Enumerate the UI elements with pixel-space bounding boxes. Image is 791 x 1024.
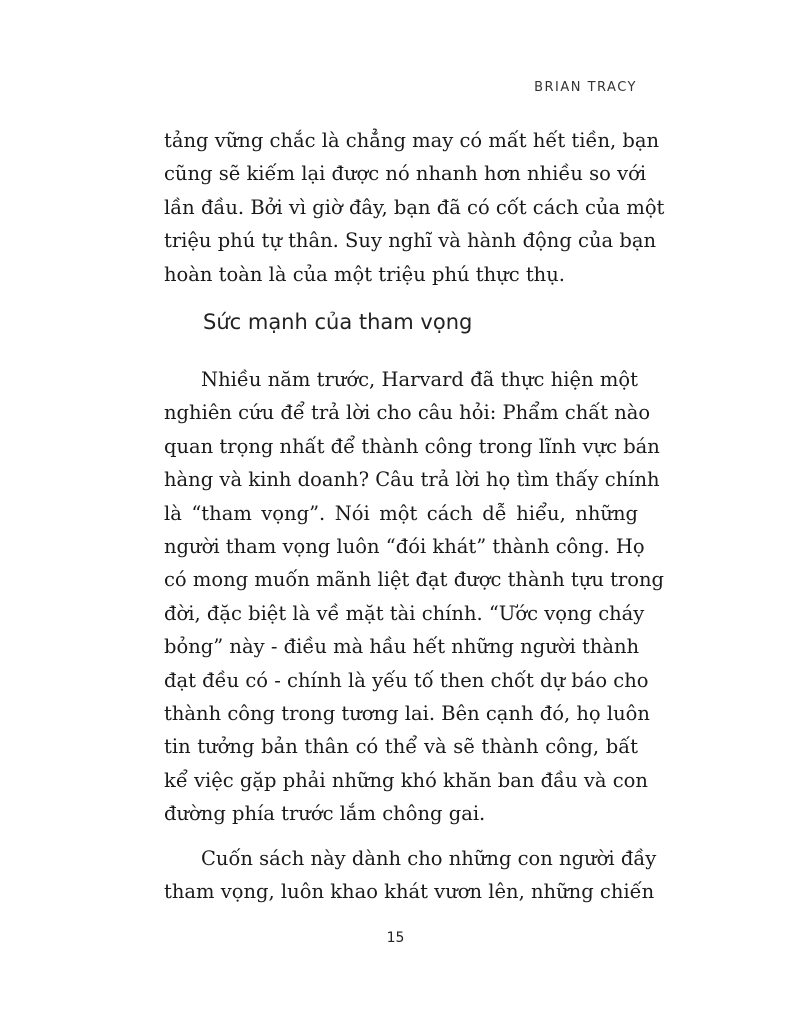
paragraph-ambition [164, 363, 665, 830]
text-line: đời, đặc biệt là về mặt tài chính. “Ước vọng cháy [164, 601, 645, 625]
text-line: lần đầu. Bởi vì giờ đây, bạn đã có cốt cách của một [164, 195, 665, 219]
text-line: tảng vững chắc là chẳng may có mất hết tiền, bạn [164, 129, 660, 152]
text-line: người tham vọng luôn “đói khát” thành công. Họ [164, 534, 645, 558]
text-line: bỏng” này - điều mà hầu hết những người thành [164, 635, 640, 659]
text-line: tham vọng, luôn khao khát vươn lên, những chiến [164, 880, 655, 904]
paragraph-continuation [164, 124, 665, 291]
section-heading: Sức mạnh của tham vọng [203, 310, 473, 334]
text-line: hàng và kinh doanh? Câu trả lời họ tìm thấy chính [164, 468, 660, 492]
page-number: 15 [386, 930, 405, 946]
text-line: quan trọng nhất để thành công trong lĩnh vực bán [164, 434, 660, 458]
text-line: hoàn toàn là của một triệu phú thực thụ. [164, 262, 565, 286]
text-line: là “tham vọng”. Nói một cách dễ hiểu, những [164, 501, 638, 525]
text-line: Cuốn sách này dành cho những con người đầy [201, 847, 657, 870]
text-line: có mong muốn mãnh liệt đạt được thành tựu trong [164, 568, 665, 592]
text-line: đường phía trước lắm chông gai. [164, 802, 486, 826]
text-line: nghiên cứu để trả lời cho câu hỏi: Phẩm chất nào [164, 401, 651, 425]
text-line: triệu phú tự thân. Suy nghĩ và hành động của bạn [164, 229, 657, 253]
text-line: tin tưởng bản thân có thể và sẽ thành công, bất [164, 735, 638, 759]
text-line: thành công trong tương lai. Bên cạnh đó, họ luôn [164, 701, 650, 725]
text-line: Nhiều năm trước, Harvard đã thực hiện một [201, 368, 638, 391]
paragraph-book-purpose [164, 842, 657, 909]
text-line: đạt đều có - chính là yếu tố then chốt dự báo cho [164, 668, 649, 692]
text-line: cũng sẽ kiếm lại được nó nhanh hơn nhiều so với [164, 162, 647, 186]
text-line: kể việc gặp phải những khó khăn ban đầu và con [164, 768, 648, 792]
running-header: BRIAN TRACY [534, 80, 637, 95]
